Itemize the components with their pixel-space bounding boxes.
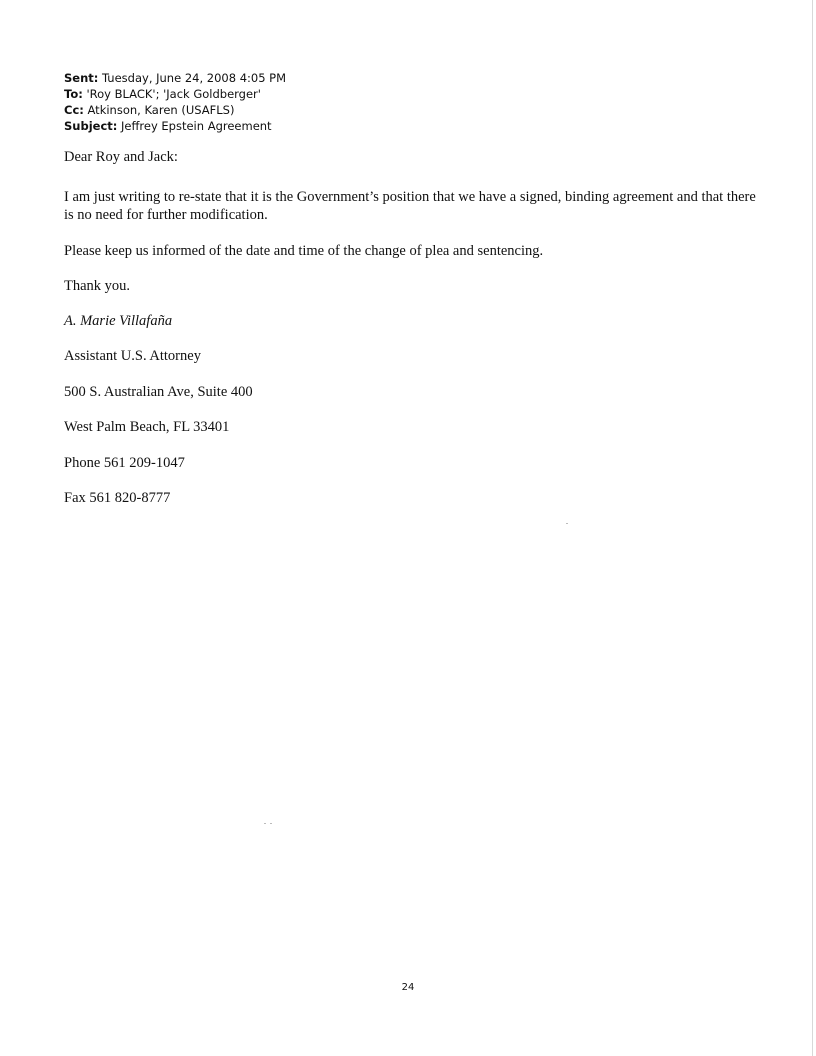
- cc-label: Cc:: [64, 103, 84, 117]
- subject-line: [64, 118, 286, 134]
- closing: Thank you.: [64, 278, 131, 294]
- page-number: 24: [401, 982, 415, 993]
- body-paragraph: I am just writing to re-state that it is the Government’s position that we have a signed, binding agreement and that there is no need for further modification.: [64, 189, 756, 223]
- signature-name: A. Marie Villafaña: [64, 313, 173, 329]
- to-line: [64, 86, 286, 102]
- to-value: 'Roy BLACK'; 'Jack Goldberger': [86, 87, 261, 101]
- sent-label: Sent:: [64, 71, 99, 85]
- scan-edge-line: [812, 0, 813, 1056]
- to-label: To:: [64, 87, 83, 101]
- scan-speck: [566, 523, 568, 524]
- body-paragraph: Please keep us informed of the date and time of the change of plea and sentencing.: [64, 243, 544, 259]
- signature-title: Assistant U.S. Attorney: [64, 348, 201, 364]
- sent-value: Tuesday, June 24, 2008 4:05 PM: [102, 71, 287, 85]
- cc-line: [64, 102, 286, 118]
- signature-address: 500 S. Australian Ave, Suite 400: [64, 384, 253, 400]
- cc-value: Atkinson, Karen (USAFLS): [87, 103, 235, 117]
- signature-fax: Fax 561 820-8777: [64, 490, 171, 506]
- subject-value: Jeffrey Epstein Agreement: [121, 119, 272, 133]
- salutation: Dear Roy and Jack:: [64, 149, 178, 165]
- subject-label: Subject:: [64, 119, 118, 133]
- scan-speck: [270, 823, 272, 824]
- email-header: [64, 70, 286, 134]
- sent-line: [64, 70, 286, 86]
- signature-city: West Palm Beach, FL 33401: [64, 419, 230, 435]
- scan-speck: [264, 823, 266, 824]
- signature-phone: Phone 561 209-1047: [64, 455, 185, 471]
